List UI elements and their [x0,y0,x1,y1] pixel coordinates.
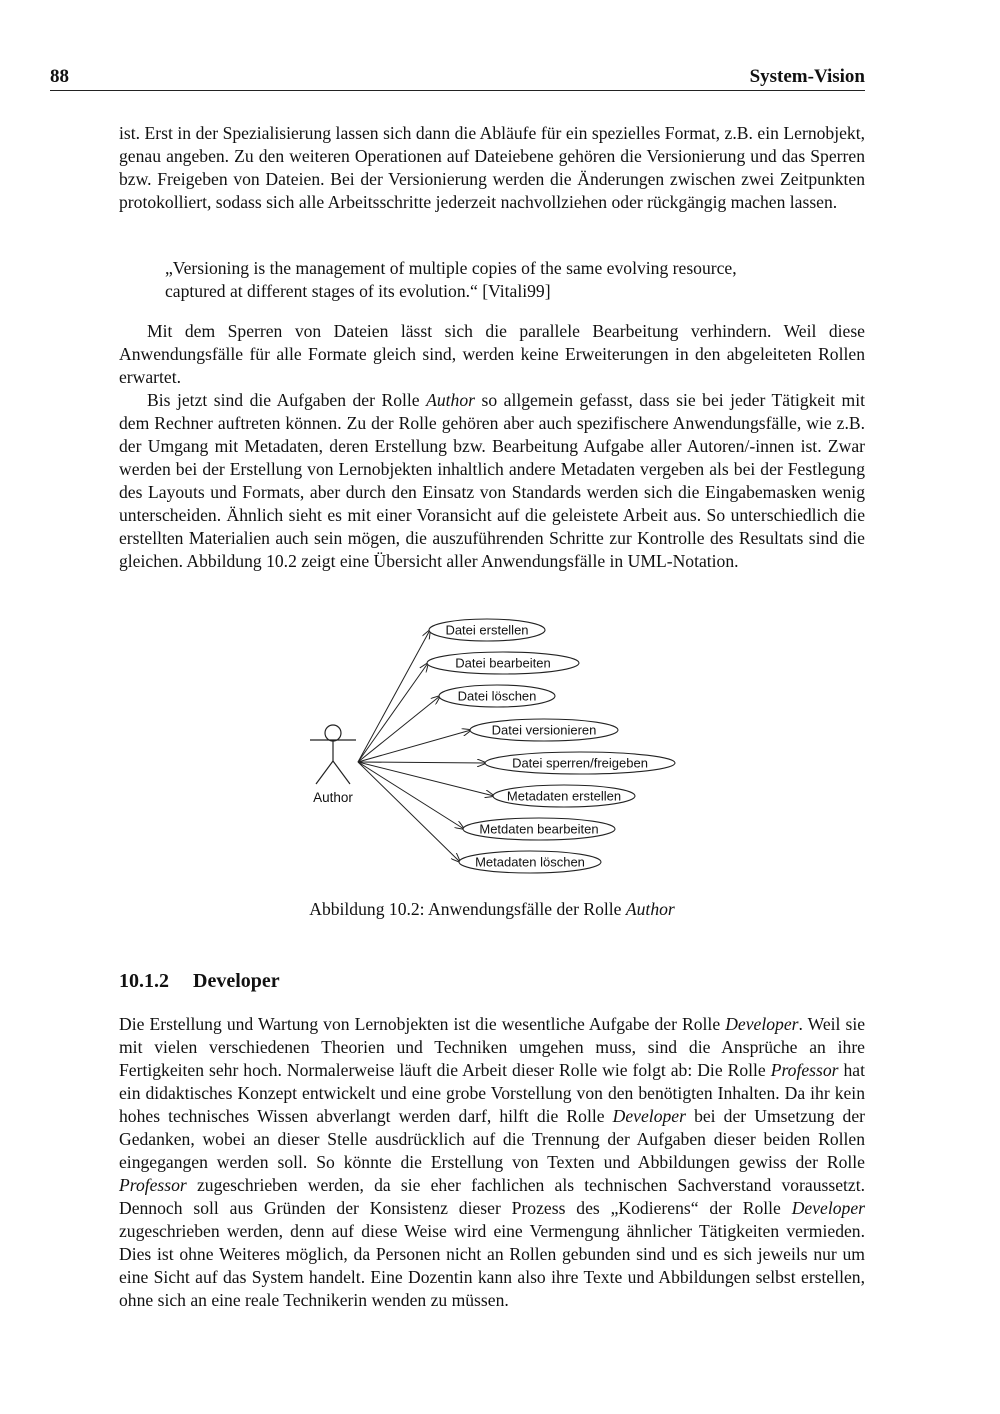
paragraph-4 [119,1013,865,1312]
association-arrow [358,630,430,762]
p4-s4: bei der Umsetzung der Gedanken, wobei an dieser Stelle ausdrücklich auf die Trennung der Aufgaben dieser beiden Rollen eingegangen werden soll. So könnte die Erstellung von Texten und Abbildungen gewiss der Rolle [119,1106,865,1172]
section-number: 10.1.2 [119,970,169,992]
p4-role-developer-3: Developer [791,1198,865,1218]
association-arrow [358,730,471,762]
p4-s2: . Weil sie mit vielen verschiedenen Theorien und Techniken umgehen muss, sind die Ansprüche an ihre Fertigkeiten sehr hoch. Normalerweise läuft die Arbeit dieser Rolle wie folgt ab: Die Rolle [119,1014,866,1080]
paragraph-3-part1: Bis jetzt sind die Aufgaben der Rolle [147,390,427,410]
use-case-ellipses [427,619,675,873]
section-heading [119,970,280,993]
paragraph-2 [119,320,865,389]
p4-role-professor-1: Professor [770,1060,839,1080]
p4-role-developer-1: Developer [725,1014,799,1034]
p4-s5: zugeschrieben werden, da sie eher fachlichen als technischen Sachverstand voraussetzt. Dennoch soll aus Gründen der Konsistenz dieser Prozess des „Kodierens“ der Rolle [119,1175,865,1218]
use-case-label: Datei versionieren [491,722,597,738]
use-case-diagram [290,612,690,882]
block-quote [165,257,825,303]
use-case-label: Datei erstellen [445,622,529,638]
use-case-diagram-svg [290,612,690,882]
paragraph-3-part2: so allgemein gefasst, dass sie bei jeder Tätigkeit mit dem Rechner auftreten können. Zu der Rolle gehören aber auch spezifischere Anwendungsfälle, wie z.B. der Umgang mit Metadaten, deren Erstellung bzw. Bearbeitung Aufgabe aller Autoren/-innen ist. Zwar werden bei der Erstellung von Lernobjekten inhaltlich andere Metadaten vergeben als bei der Festlegung des Layouts und Formats, aber durch den Einsatz von Standards werden sich die Eingabemasken wenig unterscheiden. Ähnlich sieht es mit einer Voransicht auf die geleistete Arbeit aus. So unterschiedlich die erstellten Materialien auch sein mögen, die auszuführenden Schritte zur Kontrolle des Resultats sind die gleichen. Abbildung 10.2 zeigt eine Übersicht aller Anwendungsfälle in UML-Notation. [119,390,865,571]
use-case-label: Datei sperren/freigeben [512,755,648,771]
paragraph-3 [119,389,865,573]
quote-line-2: captured at different stages of its evolution.“ [Vitali99] [165,281,551,301]
page-header [50,64,865,91]
section-title: Developer [193,970,280,992]
use-case-label: Datei löschen [457,688,537,704]
p4-role-developer-2: Developer [612,1106,686,1126]
paragraph-3-text [119,389,865,573]
paragraph-4-text [119,1013,865,1312]
p4-s3: hat ein didaktisches Konzept entwickelt und eine grobe Vorstellung von den benötigten Inhalten. Da ihr kein hohes technisches Wissen abverlangt werden darf, hilft die Rolle [119,1060,865,1126]
association-arrow [358,696,440,762]
association-arrow [358,762,494,796]
association-arrow [358,762,464,829]
association-arrow [358,762,486,763]
association-arrow [358,663,428,762]
actor-label: Author [313,790,353,805]
page-number: 88 [50,66,69,87]
paragraph-2-text: Mit dem Sperren von Dateien lässt sich die parallele Bearbeitung verhindern. Weil diese Anwendungsfälle für alle Formate gleich sind, werden keine Erweiterungen in den abgeleiteten Rollen erwartet. [119,321,865,387]
p4-s6: zugeschrieben werden, denn auf diese Weise wird eine Vermengung ähnlicher Tätigkeiten vermieden. Dies ist ohne Weiteres möglich, da Personen nicht an Rollen gebunden sind und es sich jeweils nur um eine Sicht auf das System handelt. Eine Dozentin kann also ihre Texte und Abbildungen selbst erstellen, ohne sich an eine reale Technikerin wenden zu müssen. [119,1221,865,1310]
p4-s1: Die Erstellung und Wartung von Lernobjekten ist die wesentliche Aufgabe der Rolle [119,1014,726,1034]
paragraph-1-text: ist. Erst in der Spezialisierung lassen sich dann die Abläufe für ein spezielles Format, z.B. ein Lernobjekt, genau angeben. Zu den weiteren Operationen auf Dateiebene gehören die Versionierung und das Sperren bzw. Freigeben von Dateien. Bei der Versionierung werden die Änderungen zwischen zwei Zeitpunkten protokolliert, sodass sich alle Arbeitsschritte jederzeit nachvollziehen oder rückgängig machen lassen. [119,123,865,212]
running-title: System-Vision [749,66,865,87]
use-case-label: Metdaten bearbeiten [479,821,599,837]
figure-caption-role: Author [625,899,675,919]
paragraph-3-author-role: Author [426,390,475,410]
actor-author-icon [310,725,356,784]
association-arrow [358,762,460,862]
figure-caption [119,898,865,921]
use-case-label: Metadaten erstellen [506,788,622,804]
use-case-label: Datei bearbeiten [455,655,551,671]
quote-line-1: „Versioning is the management of multiple copies of the same evolving resource, [165,258,737,278]
paragraph-1 [119,122,865,214]
use-case-label: Metadaten löschen [475,854,585,870]
p4-role-professor-2: Professor [119,1175,187,1195]
figure-caption-text: Abbildung 10.2: Anwendungsfälle der Rolle [309,899,626,919]
